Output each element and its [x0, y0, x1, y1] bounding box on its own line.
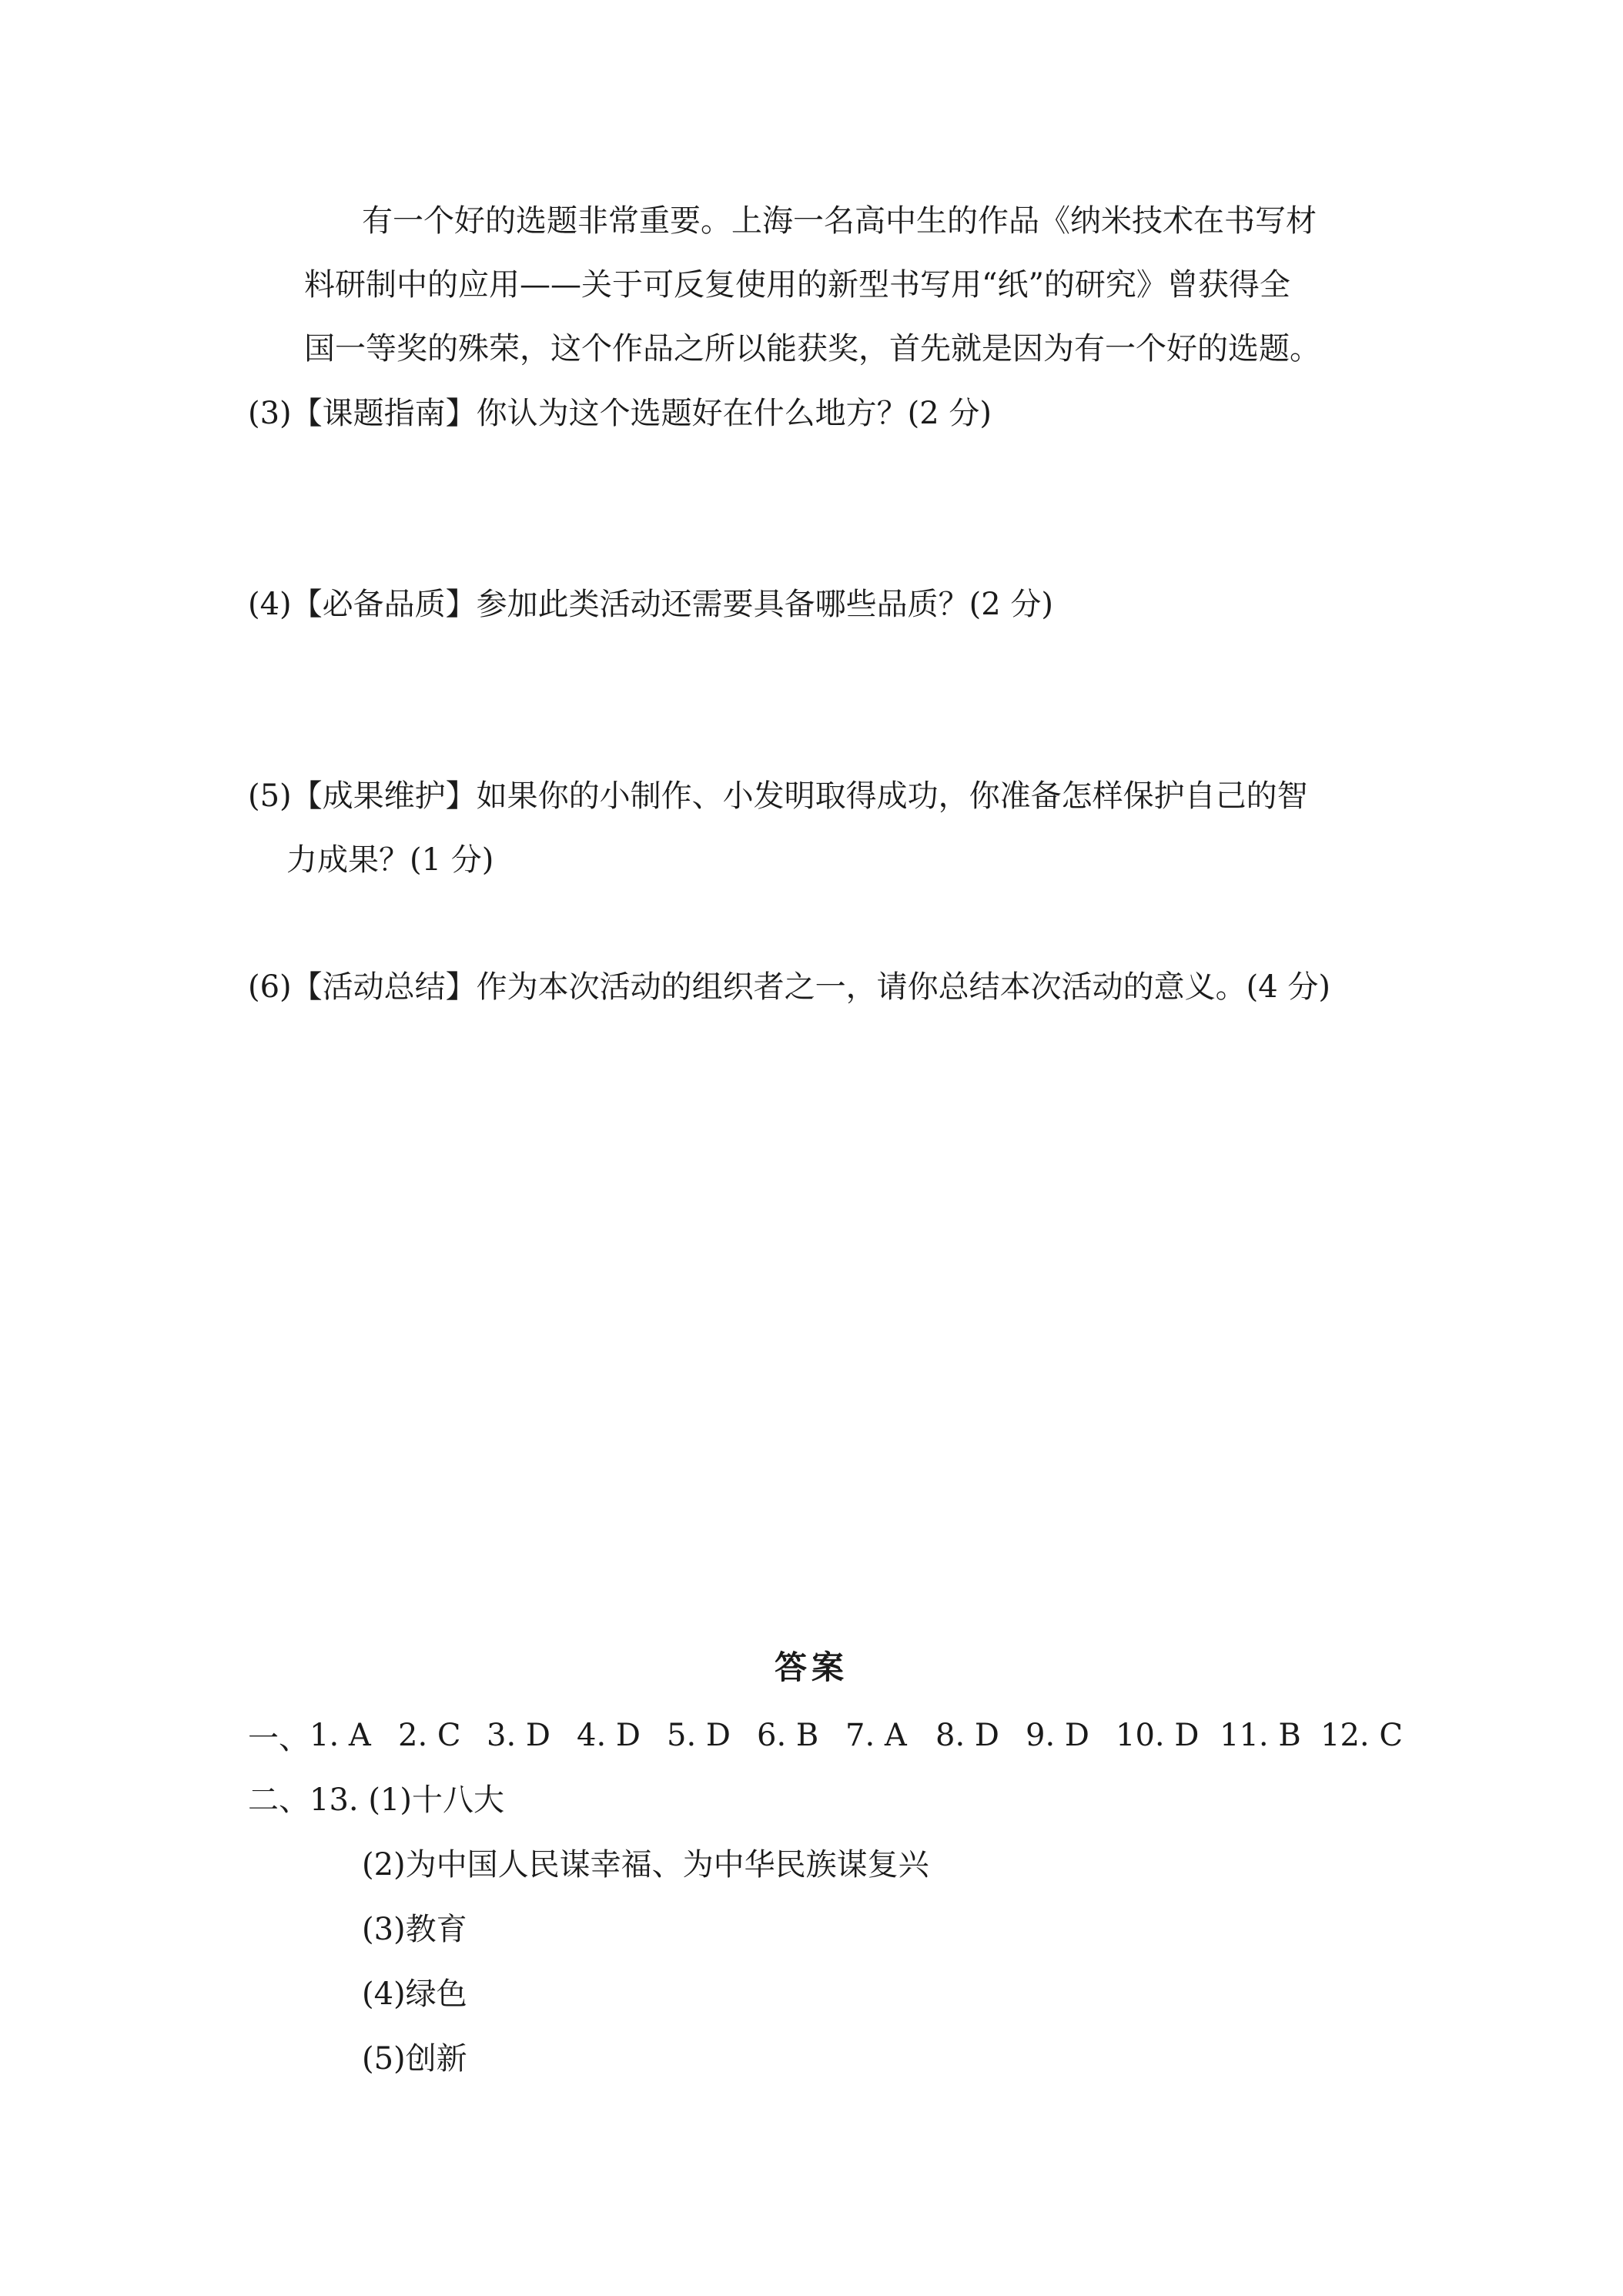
sub-answer-3: (3)教育 [362, 1912, 467, 1947]
mc-answer: 3. D [487, 1718, 550, 1753]
section-1-prefix: 一、 [248, 1720, 310, 1756]
question-5-line-2: 力成果？(1 分) [286, 842, 494, 878]
mc-answer: 10. D [1116, 1718, 1200, 1753]
material-line-1: 有一个好的选题非常重要。上海一名高中生的作品《纳米技术在书写材 [362, 203, 1317, 239]
mc-answer: 6. B [757, 1718, 819, 1753]
section-2-line: 二、13. (1)十八大 [248, 1782, 504, 1818]
mc-answer: 4. D [577, 1718, 641, 1753]
question-6: (6)【活动总结】作为本次活动的组织者之一，请你总结本次活动的意义。(4 分) [248, 969, 1331, 1005]
mc-answer: 5. D [667, 1718, 731, 1753]
mc-answer: 2. C [398, 1718, 461, 1753]
material-line-2: 料研制中的应用——关于可反复使用的新型书写用“纸”的研究》曾获得全 [304, 267, 1290, 303]
mc-answer: 11. B [1220, 1718, 1301, 1753]
material-line-3: 国一等奖的殊荣，这个作品之所以能获奖，首先就是因为有一个好的选题。 [304, 331, 1320, 366]
mc-answer: 1. A [310, 1718, 371, 1753]
mc-answer: 12. C [1320, 1718, 1403, 1753]
mc-answer: 8. D [935, 1718, 999, 1753]
mc-answer: 9. D [1026, 1718, 1089, 1753]
sub-answer-5: (5)创新 [362, 2041, 467, 2077]
sub-answer-4: (4)绿色 [362, 1976, 467, 2012]
question-5-line-1: (5)【成果维护】如果你的小制作、小发明取得成功，你准备怎样保护自己的智 [248, 778, 1308, 814]
sub-answer-2: (2)为中国人民谋幸福、为中华民族谋复兴 [362, 1847, 929, 1883]
question-3: (3)【课题指南】你认为这个选题好在什么地方？(2 分) [248, 396, 992, 431]
answers-title: 答案 [774, 1648, 848, 1686]
mc-answer: 7. A [845, 1718, 907, 1753]
question-4: (4)【必备品质】参加此类活动还需要具备哪些品质？(2 分) [248, 587, 1054, 622]
multiple-choice-answers [248, 1714, 1403, 1757]
